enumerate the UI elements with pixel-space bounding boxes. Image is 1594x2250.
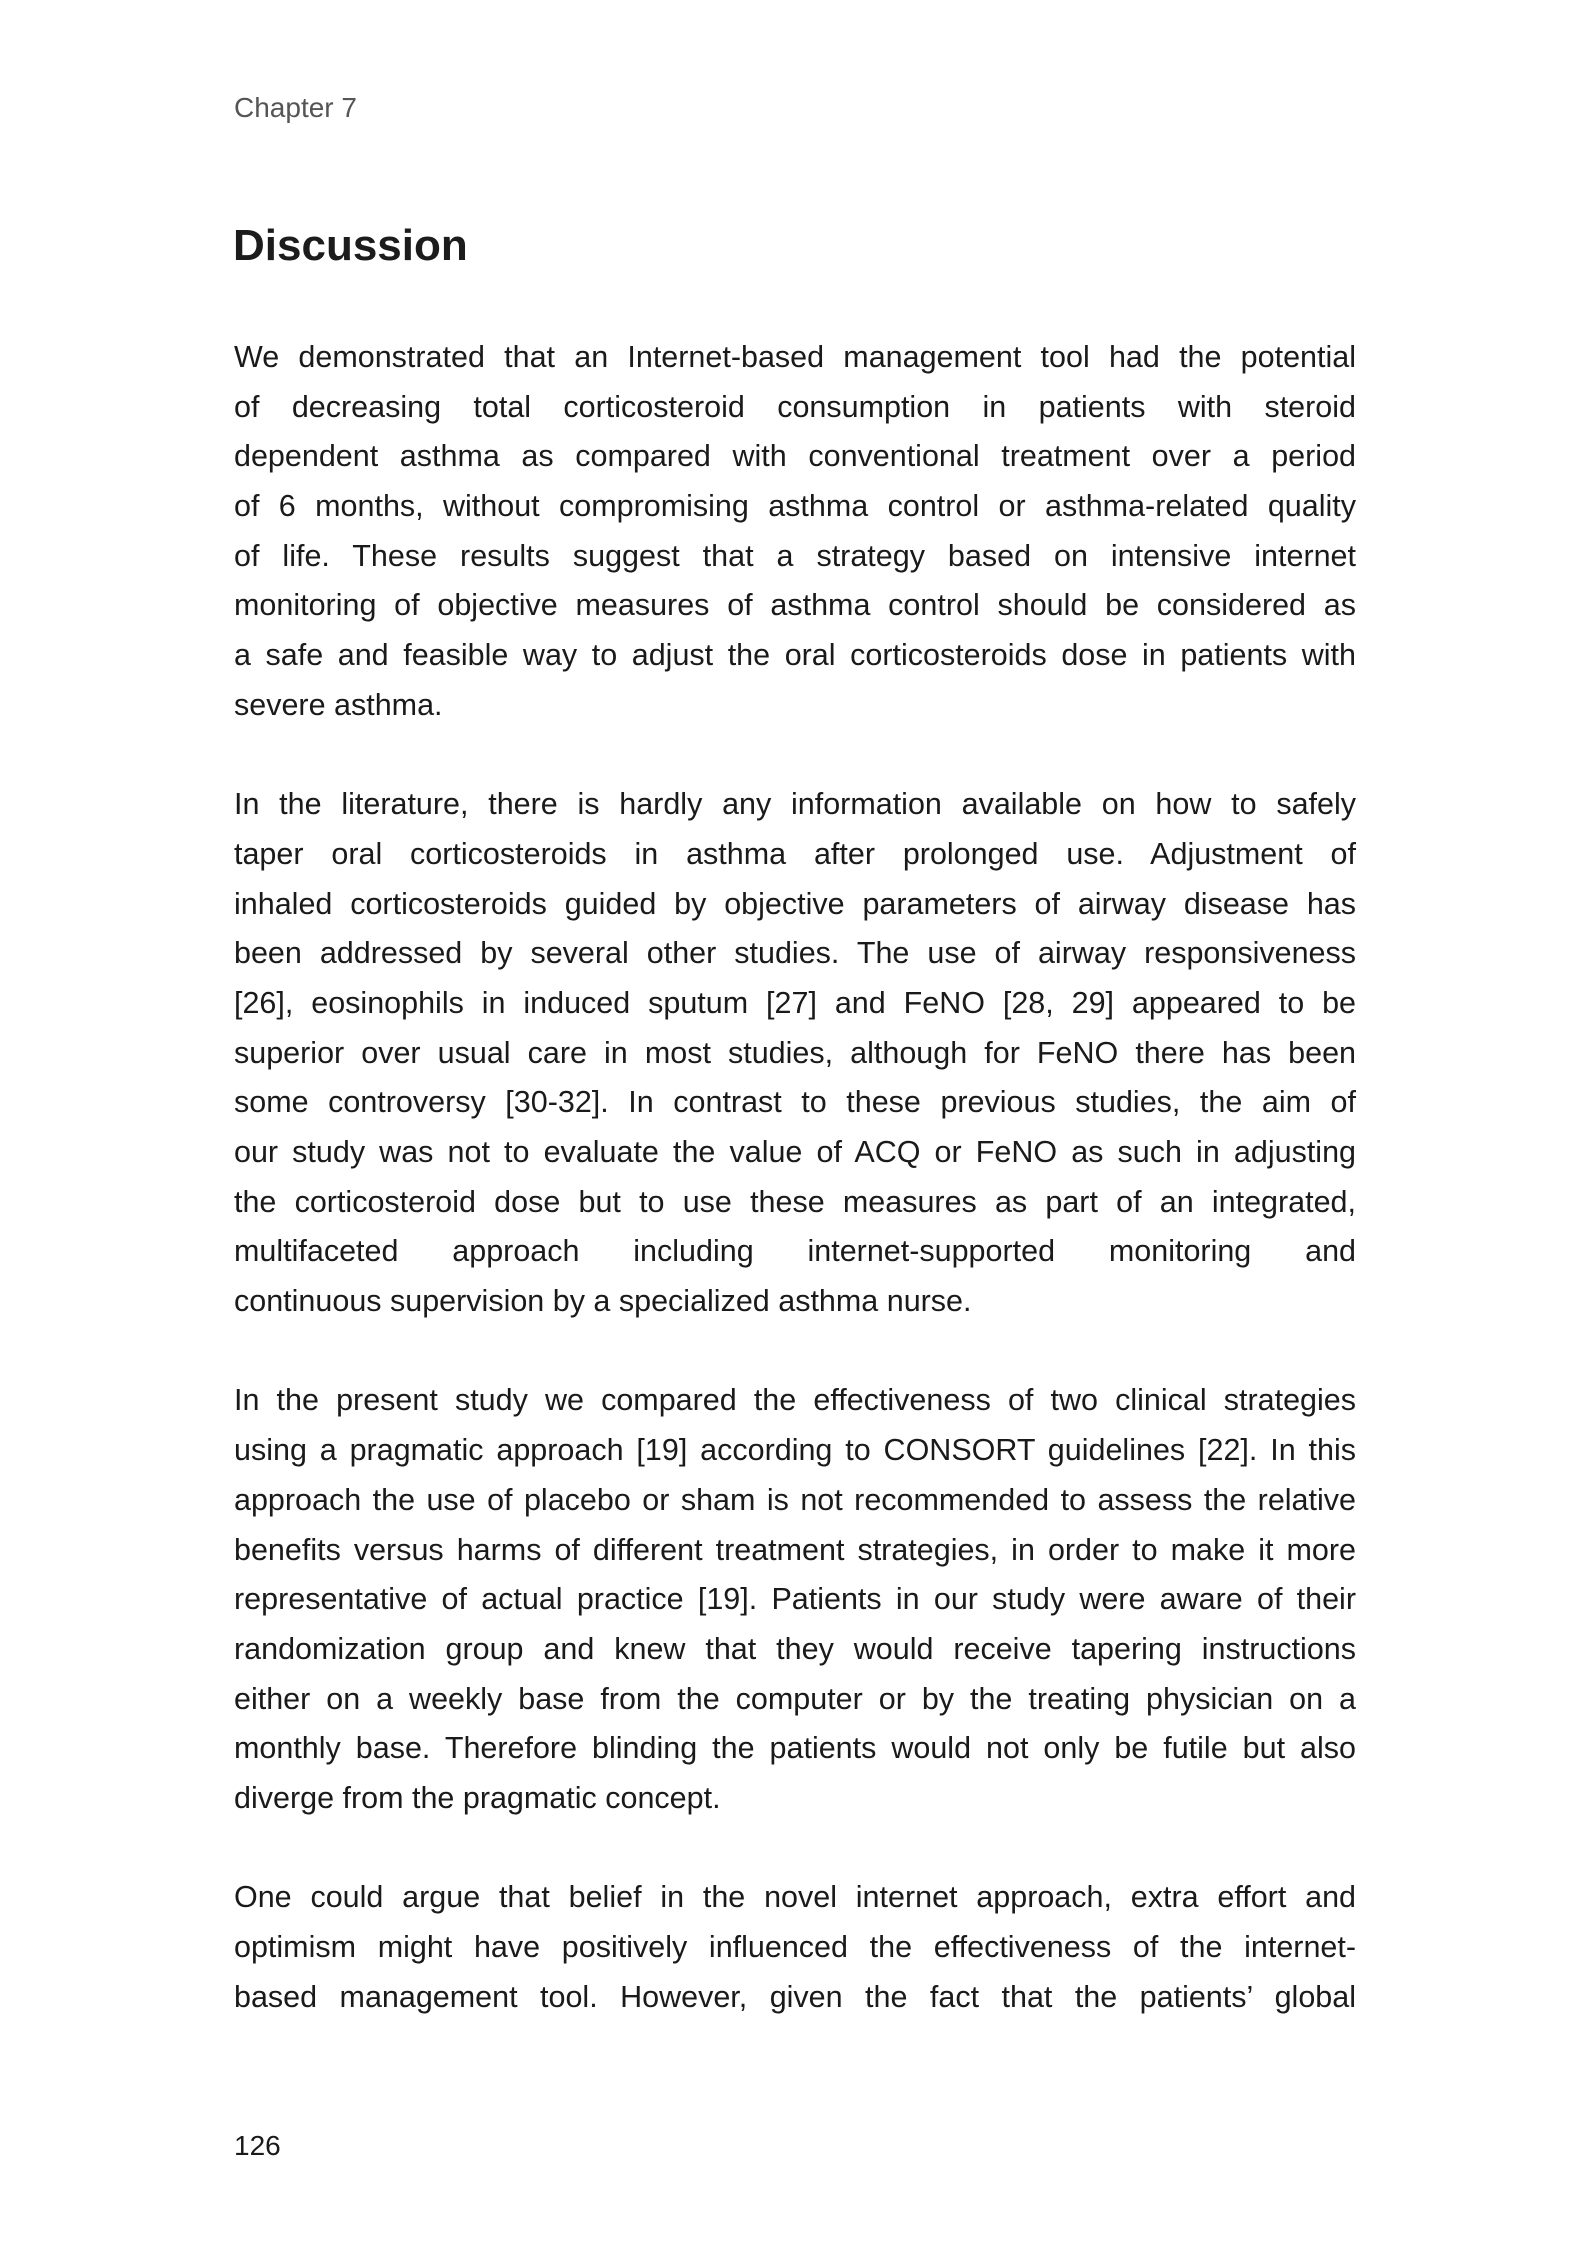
paragraph-3	[234, 1376, 1356, 1823]
text-line: either on a weekly base from the computer or by the treating physician on a	[234, 1681, 1356, 1716]
text-line: of 6 months, without compromising asthma control or asthma-related quality	[234, 489, 1356, 524]
text-line: representative of actual practice [19]. Patients in our study were aware of their	[234, 1582, 1356, 1617]
text-line: randomization group and knew that they would receive tapering instructions	[234, 1631, 1356, 1666]
body-text	[234, 333, 1356, 2072]
text-line: continuous supervision by a specialized asthma nurse.	[234, 1284, 972, 1319]
text-line: of life. These results suggest that a strategy based on intensive internet	[234, 538, 1356, 573]
text-line: superior over usual care in most studies, although for FeNO there has been	[234, 1035, 1356, 1070]
text-line: monitoring of objective measures of asthma control should be considered as	[234, 588, 1356, 623]
text-line: based management tool. However, given the fact that the patients’ global	[234, 1979, 1356, 2014]
text-line: In the present study we compared the effectiveness of two clinical strategies	[234, 1383, 1356, 1418]
text-line: inhaled corticosteroids guided by objective parameters of airway disease has	[234, 886, 1356, 921]
text-line: been addressed by several other studies. The use of airway responsiveness	[234, 936, 1356, 971]
paragraph-1	[234, 333, 1356, 731]
paragraph-4	[234, 1873, 1356, 2022]
page-number: 126	[234, 2130, 281, 2161]
text-line: taper oral corticosteroids in asthma after prolonged use. Adjustment of	[234, 836, 1356, 871]
text-line: monthly base. Therefore blinding the patients would not only be futile but also	[234, 1731, 1356, 1766]
text-line: a safe and feasible way to adjust the oral corticosteroids dose in patients with	[234, 638, 1356, 673]
text-line: of decreasing total corticosteroid consumption in patients with steroid	[234, 389, 1356, 424]
text-line: our study was not to evaluate the value of ACQ or FeNO as such in adjusting	[234, 1135, 1356, 1169]
text-line: multifaceted approach including internet-supported monitoring and	[234, 1234, 1356, 1269]
text-line: benefits versus harms of different treatment strategies, in order to make it more	[234, 1532, 1356, 1567]
text-line: In the literature, there is hardly any information available on how to safely	[234, 787, 1356, 822]
text-line: One could argue that belief in the novel internet approach, extra effort and	[234, 1880, 1356, 1915]
text-line: some controversy [30-32]. In contrast to these previous studies, the aim of	[234, 1085, 1356, 1120]
section-title: Discussion	[233, 221, 468, 270]
text-line: approach the use of placebo or sham is not recommended to assess the relative	[234, 1482, 1356, 1517]
text-line: diverge from the pragmatic concept.	[234, 1780, 721, 1815]
text-line: severe asthma.	[234, 687, 443, 722]
paragraph-2	[234, 780, 1356, 1327]
text-line: We demonstrated that an Internet-based management tool had the potential	[234, 340, 1356, 374]
text-line: [26], eosinophils in induced sputum [27] and FeNO [28, 29] appeared to be	[234, 985, 1356, 1020]
text-line: dependent asthma as compared with conventional treatment over a period	[234, 439, 1356, 474]
text-line: optimism might have positively influenced the effectiveness of the internet-	[234, 1930, 1356, 1964]
text-line: using a pragmatic approach [19] according to CONSORT guidelines [22]. In this	[234, 1433, 1356, 1468]
text-line: the corticosteroid dose but to use these measures as part of an integrated,	[234, 1184, 1356, 1219]
running-head-chapter: Chapter 7	[234, 92, 357, 123]
